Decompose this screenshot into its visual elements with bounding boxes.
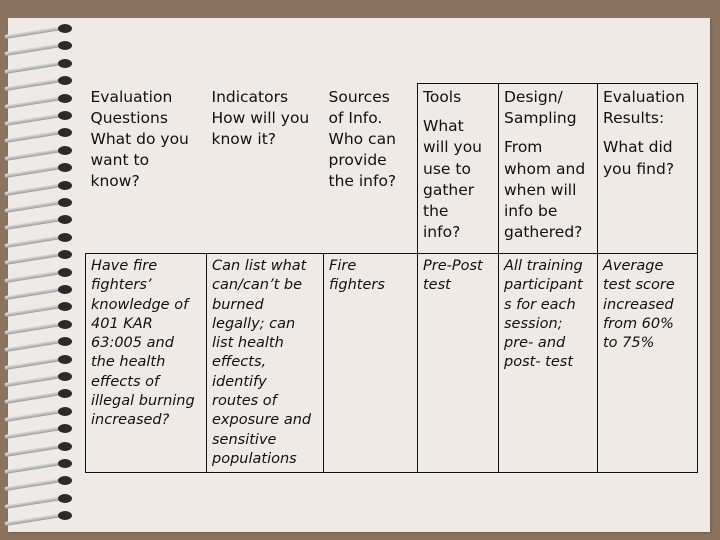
- header-line: gather: [423, 180, 475, 199]
- binding-ring: [4, 144, 78, 156]
- cell-line: Have fire: [91, 258, 158, 274]
- header-line: Who can: [328, 129, 396, 148]
- header-line: whom and: [504, 159, 586, 178]
- header-line: know?: [90, 172, 140, 191]
- header-gap: [423, 108, 494, 116]
- cell-line: 63:005 and: [91, 335, 174, 352]
- cell-tools: [418, 254, 499, 473]
- binding-ring: [4, 335, 78, 347]
- header-gap: [603, 129, 693, 137]
- header-line: the: [423, 202, 449, 221]
- binding-ring: [4, 353, 78, 365]
- cell-line: effects of: [91, 373, 160, 390]
- binding-ring: [4, 22, 78, 34]
- header-evaluation-results: [598, 84, 698, 254]
- cell-line: post- test: [504, 354, 574, 371]
- cell-line: can/can’t be: [212, 277, 303, 294]
- cell-design: [499, 254, 598, 473]
- cell-line: All training: [504, 258, 583, 274]
- header-line: the info?: [328, 172, 397, 191]
- cell-line: legally; can: [212, 315, 296, 332]
- cell-line: knowledge of: [91, 296, 189, 313]
- header-line: Tools: [423, 88, 462, 106]
- cell-line: 401 KAR: [91, 315, 153, 332]
- cell-line: increased?: [91, 412, 170, 429]
- cell-line: s for each: [504, 296, 576, 313]
- cell-results: [598, 254, 698, 473]
- cell-line: fighters’: [91, 277, 152, 294]
- binding-ring: [4, 492, 78, 504]
- binding-ring: [4, 109, 78, 121]
- header-line: Sampling: [504, 109, 577, 128]
- header-line: know it?: [211, 129, 276, 148]
- header-line: Questions: [90, 108, 168, 127]
- cell-line: fighters: [329, 277, 385, 294]
- binding-ring: [4, 318, 78, 330]
- cell-line: illegal burning: [91, 392, 195, 409]
- cell-line: test: [423, 277, 451, 294]
- header-line: Sources: [328, 87, 390, 106]
- header-tools: [418, 84, 499, 254]
- cell-line: sensitive: [212, 431, 277, 448]
- cell-line: increased: [603, 296, 674, 313]
- header-indicators: [207, 84, 324, 254]
- header-line: want to: [90, 151, 150, 170]
- header-line: use to: [423, 159, 471, 178]
- cell-question: [86, 254, 207, 473]
- header-line: What: [423, 117, 464, 136]
- header-gap: [504, 129, 593, 137]
- spiral-binding: [0, 22, 80, 532]
- header-line: gathered?: [504, 223, 583, 242]
- cell-line: pre- and: [504, 335, 566, 352]
- binding-ring: [4, 179, 78, 191]
- cell-indicators: [207, 254, 324, 473]
- cell-line: Fire: [329, 258, 357, 274]
- cell-line: session;: [504, 315, 563, 332]
- binding-ring: [4, 422, 78, 434]
- header-line: info be: [504, 202, 558, 221]
- binding-ring: [4, 161, 78, 173]
- header-line: will you: [423, 138, 483, 157]
- cell-line: burned: [212, 296, 264, 313]
- header-line: provide: [328, 151, 387, 170]
- header-design-sampling: [499, 84, 598, 254]
- header-line: Evaluation: [603, 88, 685, 106]
- header-line: From: [504, 138, 543, 157]
- cell-line: test score: [603, 277, 675, 294]
- cell-line: the health: [91, 354, 166, 371]
- binding-ring: [4, 283, 78, 295]
- header-evaluation-questions: [86, 84, 207, 254]
- binding-ring: [4, 92, 78, 104]
- header-line: of Info.: [328, 108, 383, 127]
- table-header-row: [86, 84, 698, 254]
- header-line: you find?: [603, 159, 675, 178]
- cell-line: identify: [212, 373, 267, 390]
- header-sources: [324, 84, 418, 254]
- cell-line: routes of: [212, 392, 277, 409]
- binding-ring: [4, 387, 78, 399]
- table-row: [86, 254, 698, 473]
- binding-ring: [4, 457, 78, 469]
- cell-sources: [324, 254, 418, 473]
- header-line: Results:: [603, 109, 665, 128]
- binding-ring: [4, 370, 78, 382]
- binding-ring: [4, 39, 78, 51]
- header-line: Evaluation: [90, 87, 173, 106]
- binding-ring: [4, 300, 78, 312]
- header-line: info?: [423, 223, 461, 242]
- binding-ring: [4, 474, 78, 486]
- header-line: What did: [603, 138, 673, 157]
- cell-line: Pre-Post: [423, 258, 483, 274]
- binding-ring: [4, 266, 78, 278]
- binding-ring: [4, 213, 78, 225]
- binding-ring: [4, 509, 78, 521]
- binding-ring: [4, 126, 78, 138]
- cell-line: to 75%: [603, 335, 655, 352]
- binding-ring: [4, 248, 78, 260]
- cell-line: participant: [504, 277, 583, 294]
- binding-ring: [4, 74, 78, 86]
- binding-ring: [4, 57, 78, 69]
- binding-ring: [4, 196, 78, 208]
- binding-ring: [4, 440, 78, 452]
- header-line: Indicators: [211, 87, 289, 106]
- cell-line: Can list what: [212, 258, 307, 274]
- binding-ring: [4, 231, 78, 243]
- cell-line: effects,: [212, 354, 267, 371]
- header-line: What do you: [90, 129, 189, 148]
- cell-line: Average: [603, 258, 664, 274]
- evaluation-table: [85, 83, 698, 473]
- cell-line: exposure and: [212, 412, 312, 429]
- header-line: How will you: [211, 108, 310, 127]
- header-line: when will: [504, 180, 577, 199]
- cell-line: list health: [212, 335, 284, 352]
- header-line: Design/: [504, 88, 563, 106]
- cell-line: populations: [212, 450, 297, 467]
- cell-line: from 60%: [603, 315, 674, 332]
- binding-ring: [4, 405, 78, 417]
